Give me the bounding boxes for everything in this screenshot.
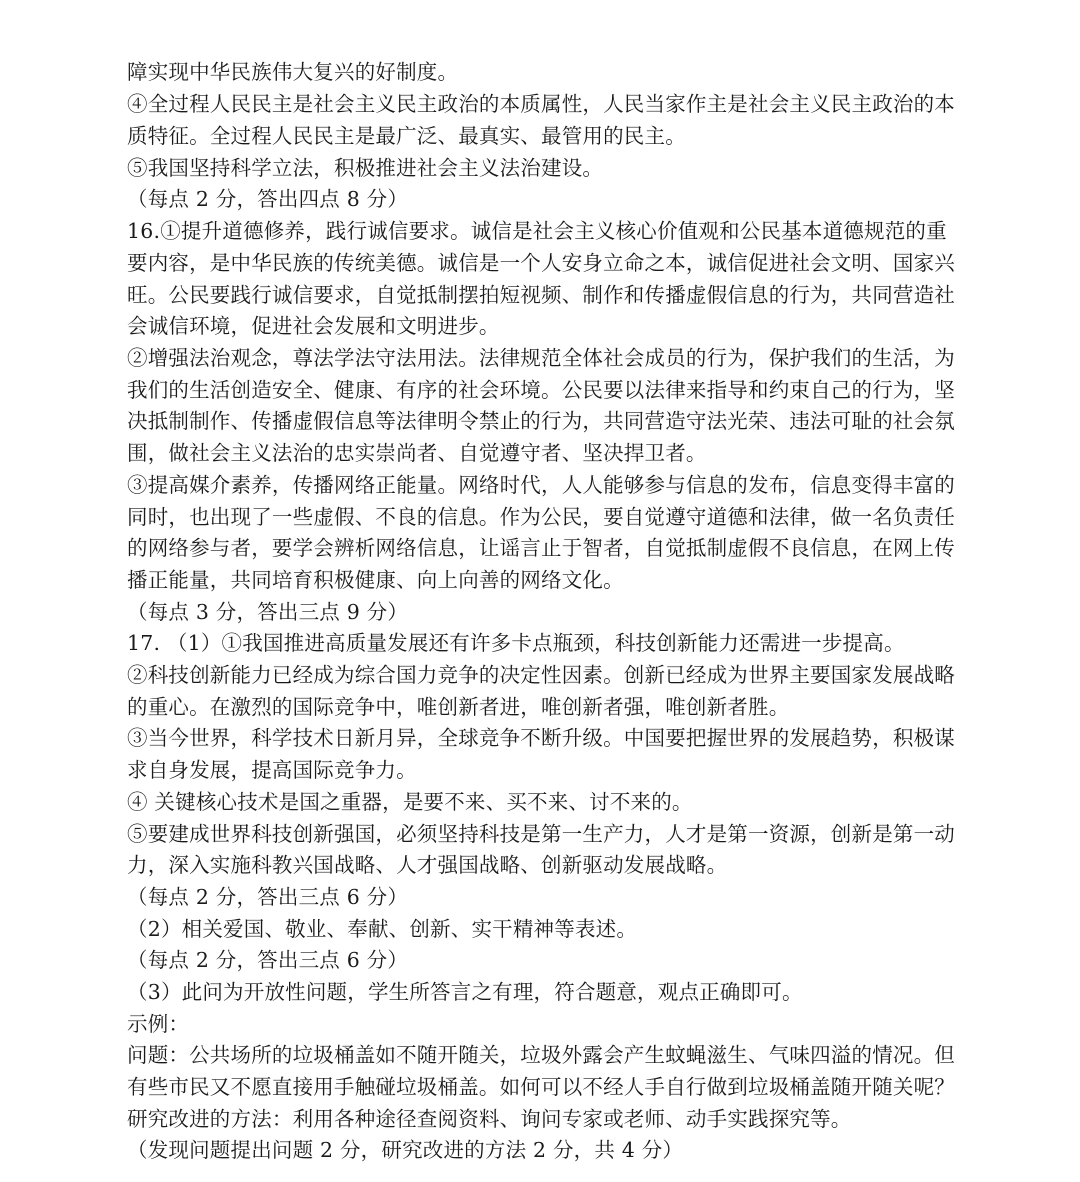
text-line: 力，深入实施科教兴国战略、人才强国战略、创新驱动发展战略。 — [127, 853, 728, 877]
text-line: ③当今世界，科学技术日新月异，全球竞争不断升级。中国要把握世界的发展趋势，积极谋 — [127, 726, 955, 750]
text-line: ②科技创新能力已经成为综合国力竞争的决定性因素。创新已经成为世界主要国家发展战略 — [127, 663, 955, 687]
text-line: 会诚信环境，促进社会发展和文明进步。 — [127, 314, 500, 338]
text-line: （每点 2 分，答出三点 6 分） — [127, 885, 409, 909]
text-line: （每点 2 分，答出四点 8 分） — [127, 187, 409, 211]
text-line: 有些市民又不愿直接用手触碰垃圾桶盖。如何可以不经人手自行做到垃圾桶盖随开随关呢？ — [127, 1075, 955, 1099]
text-line: 同时，也出现了一些虚假、不良的信息。作为公民，要自觉遵守道德和法律，做一名负责任 — [127, 505, 955, 529]
text-line: 我们的生活创造安全、健康、有序的社会环境。公民要以法律来指导和约束自己的行为，坚 — [127, 378, 955, 402]
text-line: 决抵制制作、传播虚假信息等法律明令禁止的行为，共同营造守法光荣、违法可耻的社会氛 — [127, 409, 955, 433]
text-line: ④ 关键核心技术是国之重器，是要不来、买不来、讨不来的。 — [127, 790, 693, 814]
text-line: 障实现中华民族伟大复兴的好制度。 — [127, 60, 459, 84]
text-line: 16.①提升道德修养，践行诚信要求。诚信是社会主义核心价值观和公民基本道德规范的重 — [127, 219, 947, 243]
text-line: （每点 3 分，答出三点 9 分） — [127, 600, 409, 624]
text-line: 问题：公共场所的垃圾桶盖如不随开随关，垃圾外露会产生蚊蝇滋生、气味四溢的情况。但 — [127, 1043, 955, 1067]
text-line: ⑤要建成世界科技创新强国，必须坚持科技是第一生产力，人才是第一资源，创新是第一动 — [127, 822, 955, 846]
text-line: （发现问题提出问题 2 分，研究改进的方法 2 分，共 4 分） — [127, 1138, 684, 1162]
text-line: 围，做社会主义法治的忠实崇尚者、自觉遵守者、坚决捍卫者。 — [127, 441, 707, 465]
text-line: 旺。公民要践行诚信要求，自觉抵制摆拍短视频、制作和传播虚假信息的行为，共同营造社 — [127, 283, 955, 307]
text-line: 的网络参与者，要学会辨析网络信息，让谣言止于智者，自觉抵制虚假不良信息，在网上传 — [127, 536, 955, 560]
text-line: ⑤我国坚持科学立法，积极推进社会主义法治建设。 — [127, 156, 604, 180]
text-line: 17. （1）①我国推进高质量发展还有许多卡点瓶颈，科技创新能力还需进一步提高。 — [127, 631, 905, 655]
text-line: （2）相关爱国、敬业、奉献、创新、实干精神等表述。 — [127, 917, 638, 941]
text-line: 的重心。在激烈的国际竞争中，唯创新者进，唯创新者强，唯创新者胜。 — [127, 695, 790, 719]
text-line: （3）此问为开放性问题，学生所答言之有理，符合题意，观点正确即可。 — [127, 980, 803, 1004]
text-line: ②增强法治观念，尊法学法守法用法。法律规范全体社会成员的行为，保护我们的生活，为 — [127, 346, 955, 370]
text-line: （每点 2 分，答出三点 6 分） — [127, 948, 409, 972]
text-line: 求自身发展，提高国际竞争力。 — [127, 758, 417, 782]
text-line: 示例： — [127, 1012, 190, 1036]
text-line: ④全过程人民民主是社会主义民主政治的本质属性，人民当家作主是社会主义民主政治的本 — [127, 92, 955, 116]
text-line: 要内容，是中华民族的传统美德。诚信是一个人安身立命之本，诚信促进社会文明、国家兴 — [127, 251, 955, 275]
text-line: 播正能量，共同培育积极健康、向上向善的网络文化。 — [127, 568, 624, 592]
text-line: ③提高媒介素养，传播网络正能量。网络时代，人人能够参与信息的发布，信息变得丰富的 — [127, 473, 955, 497]
text-line: 质特征。全过程人民民主是最广泛、最真实、最管用的民主。 — [127, 124, 686, 148]
text-line: 研究改进的方法：利用各种途径查阅资料、询问专家或老师、动手实践探究等。 — [127, 1107, 852, 1131]
